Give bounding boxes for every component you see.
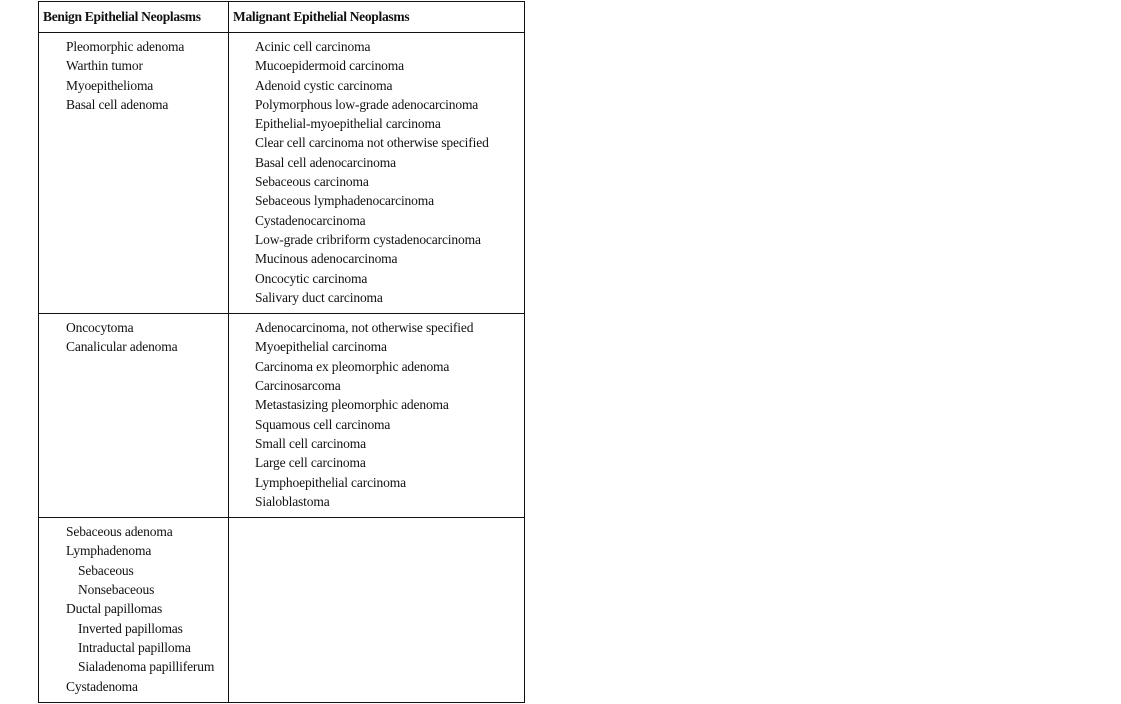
list-item: Ductal papillomas	[66, 601, 163, 617]
list-item: Polymorphous low-grade adenocarcinoma	[255, 96, 479, 112]
list-subitem: Nonsebaceous	[78, 582, 155, 598]
list-item: Adenoid cystic carcinoma	[255, 77, 393, 93]
list-item: Pleomorphic adenoma	[66, 39, 185, 54]
table-row-group-2	[39, 314, 525, 518]
list-item: Myoepithelioma	[66, 77, 154, 93]
list-item: Oncocytic carcinoma	[255, 270, 368, 286]
list-item: Epithelial-myoepithelial carcinoma	[255, 116, 441, 132]
list-item: Myoepithelial carcinoma	[255, 339, 387, 355]
benign-header: Benign Epithelial Neoplasms	[39, 2, 229, 33]
list-item: Squamous cell carcinoma	[255, 416, 391, 432]
malignant-cell-group-2	[229, 314, 525, 518]
list-item: Mucoepidermoid carcinoma	[255, 58, 404, 74]
malignant-list-group-2	[229, 318, 524, 511]
list-item: Lymphoepithelial carcinoma	[255, 474, 406, 490]
list-item: Basal cell adenocarcinoma	[255, 154, 396, 170]
neoplasms-table	[38, 1, 525, 703]
malignant-cell-group-1	[229, 33, 525, 314]
list-item: Large cell carcinoma	[255, 455, 366, 471]
list-item: Small cell carcinoma	[255, 435, 366, 451]
table-row-group-3	[39, 518, 525, 703]
list-subitem: Sebaceous	[78, 562, 134, 578]
list-item: Basal cell adenoma	[66, 96, 169, 112]
list-item: Acinic cell carcinoma	[255, 39, 371, 54]
list-item: Adenocarcinoma, not otherwise specified	[255, 320, 474, 336]
benign-cell-group-1	[39, 33, 229, 314]
list-item: Canalicular adenoma	[66, 339, 178, 355]
benign-cell-group-3	[39, 518, 229, 703]
header-row	[39, 2, 525, 33]
malignant-header: Malignant Epithelial Neoplasms	[229, 2, 525, 33]
list-item: Mucinous adenocarcinoma	[255, 251, 398, 267]
table-row-group-1	[39, 33, 525, 314]
list-item: Sebaceous carcinoma	[255, 174, 369, 190]
list-subitem: Inverted papillomas	[78, 620, 183, 636]
list-item: Clear cell carcinoma not otherwise specified	[255, 135, 489, 151]
list-item: Salivary duct carcinoma	[255, 289, 383, 305]
malignant-list-group-1	[229, 37, 524, 307]
list-item: Metastasizing pleomorphic adenoma	[255, 397, 449, 413]
benign-list-group-1	[39, 37, 228, 114]
list-item: Cystadenocarcinoma	[255, 212, 366, 228]
list-item: Sialoblastoma	[255, 493, 330, 509]
benign-list-group-2	[39, 318, 228, 357]
list-item: Carcinosarcoma	[255, 378, 341, 394]
list-item: Low-grade cribriform cystadenocarcinoma	[255, 231, 481, 247]
list-item: Cystadenoma	[66, 678, 138, 694]
list-item: Lymphadenoma	[66, 543, 152, 559]
benign-list-group-3	[39, 522, 228, 696]
list-item: Sebaceous lymphadenocarcinoma	[255, 193, 434, 209]
list-item: Oncocytoma	[66, 320, 134, 336]
malignant-cell-group-3	[229, 518, 525, 703]
benign-cell-group-2	[39, 314, 229, 518]
list-item: Carcinoma ex pleomorphic adenoma	[255, 358, 450, 374]
list-subitem: Intraductal papilloma	[78, 639, 191, 655]
list-subitem: Sialadenoma papilliferum	[78, 659, 215, 675]
list-item: Sebaceous adenoma	[66, 524, 173, 540]
list-item: Warthin tumor	[66, 58, 143, 74]
